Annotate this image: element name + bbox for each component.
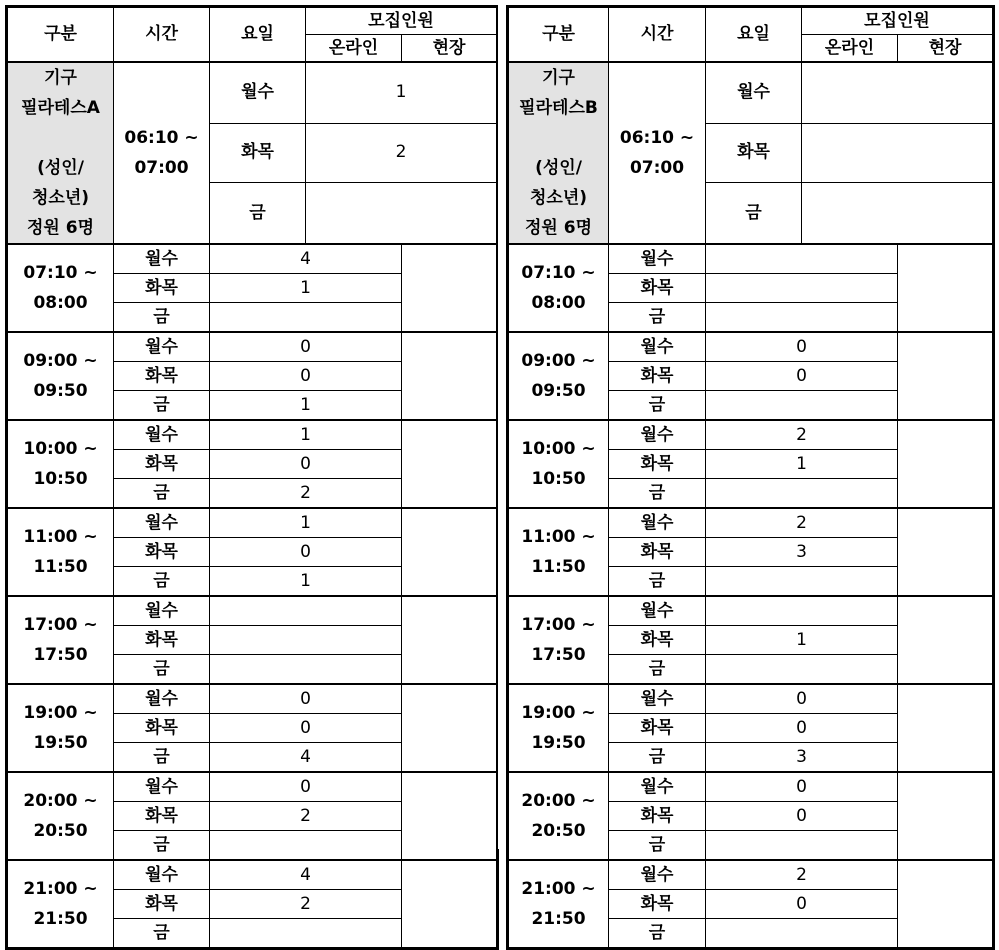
time-start: 19:00 ~ [23,703,98,723]
time-end: 20:50 [531,821,586,841]
time-end: 19:50 [33,733,88,753]
table-header [7,7,498,63]
weekday-cell: 금 [609,567,706,597]
category-line: 기구 [44,68,77,88]
time-start: 21:00 ~ [23,879,98,899]
weekday-cell: 금 [609,743,706,773]
time-slot-group [7,860,498,949]
time-start: 11:00 ~ [521,527,596,547]
count-cell [802,183,994,244]
header-category: 구분 [508,7,609,63]
weekday-cell: 월수 [609,420,706,450]
table-row [7,860,498,890]
count-cell: 2 [306,123,498,183]
weekday-cell: 금 [210,183,306,244]
header-online: 온라인 [802,35,898,63]
time-end: 08:00 [531,293,586,313]
table-row [508,62,994,123]
time-slot-group [7,420,498,508]
time-end: 21:50 [33,909,88,929]
weekday-cell: 월수 [114,684,210,714]
schedule-table-b [506,5,995,950]
time-end: 07:00 [134,158,189,178]
weekday-cell: 월수 [609,684,706,714]
weekday-cell: 월수 [114,420,210,450]
count-cell: 0 [210,362,402,391]
count-cell: 1 [706,626,898,655]
weekday-cell: 화목 [114,626,210,655]
table-row [7,596,498,626]
time-cell [508,244,609,332]
weekday-cell: 화목 [114,274,210,303]
time-end: 08:00 [33,293,88,313]
header-recruit: 모집인원 [306,7,498,35]
time-cell [7,772,114,860]
table-row [508,772,994,802]
time-slot-group [7,332,498,420]
count-cell: 2 [706,420,898,450]
time-cell [7,860,114,949]
count-cell: 1 [210,420,402,450]
weekday-cell: 화목 [609,538,706,567]
weekday-cell: 화목 [609,714,706,743]
count-cell [706,479,898,509]
count-cell: 0 [210,714,402,743]
weekday-cell: 월수 [609,508,706,538]
header-recruit: 모집인원 [802,7,994,35]
time-slot-group [508,684,994,772]
time-start: 09:00 ~ [23,351,98,371]
weekday-cell: 금 [609,655,706,685]
weekday-cell: 월수 [609,244,706,274]
header-online: 온라인 [306,35,402,63]
time-start: 06:10 ~ [619,128,695,148]
weekday-cell: 월수 [210,62,306,123]
count-cell: 0 [706,802,898,831]
time-end: 17:50 [531,645,586,665]
count-cell: 0 [210,332,402,362]
weekday-cell: 화목 [609,450,706,479]
table-row [7,508,498,538]
header-time: 시간 [114,7,210,63]
time-cell [508,332,609,420]
time-end: 21:50 [531,909,586,929]
weekday-cell: 화목 [114,362,210,391]
time-slot-group [508,420,994,508]
category-cell [508,62,609,244]
time-start: 20:00 ~ [23,791,98,811]
time-cell [609,62,706,244]
weekday-cell: 월수 [114,860,210,890]
time-end: 10:50 [33,469,88,489]
count-cell [706,655,898,685]
weekday-cell: 금 [114,743,210,773]
weekday-cell: 화목 [114,450,210,479]
time-start: 20:00 ~ [521,791,596,811]
category-line: 필라테스A [21,98,100,118]
weekday-cell: 금 [609,391,706,421]
table-row [508,332,994,362]
time-end: 09:50 [531,381,586,401]
weekday-cell: 화목 [609,274,706,303]
schedule-table-a [5,5,499,950]
weekday-cell: 화목 [609,890,706,919]
count-cell [706,303,898,333]
time-cell [508,420,609,508]
weekday-cell: 금 [114,831,210,861]
category-line: 청소년) [31,188,90,208]
count-cell: 1 [306,62,498,123]
category-line: 정원 6명 [524,218,592,238]
time-slot-group [508,332,994,420]
count-cell: 3 [706,743,898,773]
weekday-cell: 화목 [114,890,210,919]
count-cell: 1 [210,274,402,303]
time-start: 21:00 ~ [521,879,596,899]
time-end: 10:50 [531,469,586,489]
count-cell: 4 [210,743,402,773]
time-start: 06:10 ~ [124,128,199,148]
time-end: 11:50 [531,557,586,577]
time-start: 10:00 ~ [521,439,596,459]
category-line: 청소년) [529,188,588,208]
weekday-cell: 금 [609,479,706,509]
count-cell: 0 [706,772,898,802]
count-cell [210,626,402,655]
weekday-cell: 금 [114,655,210,685]
count-cell [306,183,498,244]
table-row [508,420,994,450]
time-cell [7,244,114,332]
header-time: 시간 [609,7,706,63]
count-cell: 0 [706,890,898,919]
weekday-cell: 월수 [609,860,706,890]
time-slot-group [508,596,994,684]
time-slot-group [508,860,994,949]
time-end: 07:00 [629,158,685,178]
weekday-cell: 화목 [609,802,706,831]
weekday-cell: 화목 [114,714,210,743]
table-row [508,244,994,274]
time-cell [7,420,114,508]
weekday-cell: 금 [114,303,210,333]
time-slot-group [508,772,994,860]
weekday-cell: 금 [609,919,706,949]
time-end: 20:50 [33,821,88,841]
time-slot-group [7,684,498,772]
count-cell: 0 [706,332,898,362]
header-weekday: 요일 [210,7,306,63]
weekday-cell: 월수 [609,332,706,362]
table-row [508,596,994,626]
table-row [7,244,498,274]
time-cell [508,860,609,949]
time-start: 17:00 ~ [521,615,596,635]
count-cell [706,596,898,626]
header-weekday: 요일 [706,7,802,63]
count-cell [706,919,898,949]
count-cell [706,567,898,597]
header-category: 구분 [7,7,114,63]
category-cell [7,62,114,244]
time-end: 11:50 [33,557,88,577]
time-cell [7,508,114,596]
time-slot-group [7,62,498,244]
time-end: 19:50 [531,733,586,753]
weekday-cell: 화목 [706,123,802,183]
time-slot-group [508,508,994,596]
count-cell: 0 [706,362,898,391]
weekday-cell: 화목 [609,362,706,391]
time-start: 17:00 ~ [23,615,98,635]
table-row [508,508,994,538]
time-cell [7,596,114,684]
table-row [7,420,498,450]
weekday-cell: 월수 [114,508,210,538]
category-line: 정원 6명 [26,218,94,238]
header-onsite: 현장 [898,35,994,63]
table-header [508,7,994,63]
count-cell: 2 [706,508,898,538]
count-cell: 1 [210,567,402,597]
weekday-cell: 금 [114,919,210,949]
table-row [7,62,498,123]
count-cell [706,831,898,861]
time-start: 09:00 ~ [521,351,596,371]
weekday-cell: 화목 [609,626,706,655]
time-cell [508,596,609,684]
weekday-cell: 월수 [114,244,210,274]
time-cell [114,62,210,244]
table-separator [498,5,504,849]
count-cell: 3 [706,538,898,567]
count-cell: 4 [210,244,402,274]
time-cell [7,332,114,420]
count-cell [706,274,898,303]
weekday-cell: 월수 [114,772,210,802]
time-end: 17:50 [33,645,88,665]
time-cell [508,772,609,860]
count-cell [210,919,402,949]
count-cell: 2 [706,860,898,890]
count-cell [802,123,994,183]
count-cell [210,655,402,685]
table-row [7,684,498,714]
table-row [7,772,498,802]
weekday-cell: 화목 [114,802,210,831]
time-end: 09:50 [33,381,88,401]
count-cell: 1 [210,391,402,421]
count-cell [210,303,402,333]
count-cell: 0 [706,684,898,714]
time-cell [508,508,609,596]
count-cell: 4 [210,860,402,890]
count-cell [210,831,402,861]
count-cell: 0 [706,714,898,743]
weekday-cell: 월수 [706,62,802,123]
table-row [508,860,994,890]
weekday-cell: 금 [706,183,802,244]
time-start: 19:00 ~ [521,703,596,723]
count-cell [706,391,898,421]
weekday-cell: 월수 [114,596,210,626]
weekday-cell: 금 [609,303,706,333]
time-cell [7,684,114,772]
time-slot-group [7,508,498,596]
time-start: 10:00 ~ [23,439,98,459]
time-slot-group [7,596,498,684]
time-slot-group [7,772,498,860]
weekday-cell: 월수 [609,772,706,802]
weekday-cell: 화목 [114,538,210,567]
count-cell [802,62,994,123]
category-line: 필라테스B [519,98,598,118]
weekday-cell: 금 [114,479,210,509]
count-cell [706,244,898,274]
time-start: 07:10 ~ [23,263,98,283]
time-start: 11:00 ~ [23,527,98,547]
count-cell: 0 [210,538,402,567]
weekday-cell: 월수 [114,332,210,362]
weekday-cell: 금 [114,391,210,421]
time-slot-group [7,244,498,332]
count-cell [210,596,402,626]
time-start: 07:10 ~ [521,263,596,283]
category-line: (성인/ [37,158,84,178]
count-cell: 2 [210,479,402,509]
weekday-cell: 금 [114,567,210,597]
table-row [508,684,994,714]
category-line: (성인/ [535,158,582,178]
count-cell: 0 [210,684,402,714]
time-slot-group [508,244,994,332]
table-row [7,332,498,362]
count-cell: 1 [210,508,402,538]
category-line: 기구 [542,68,575,88]
count-cell: 0 [210,450,402,479]
time-slot-group [508,62,994,244]
weekday-cell: 월수 [609,596,706,626]
time-cell [508,684,609,772]
count-cell: 2 [210,890,402,919]
header-onsite: 현장 [402,35,498,63]
weekday-cell: 금 [609,831,706,861]
count-cell: 2 [210,802,402,831]
count-cell: 1 [706,450,898,479]
count-cell: 0 [210,772,402,802]
weekday-cell: 화목 [210,123,306,183]
